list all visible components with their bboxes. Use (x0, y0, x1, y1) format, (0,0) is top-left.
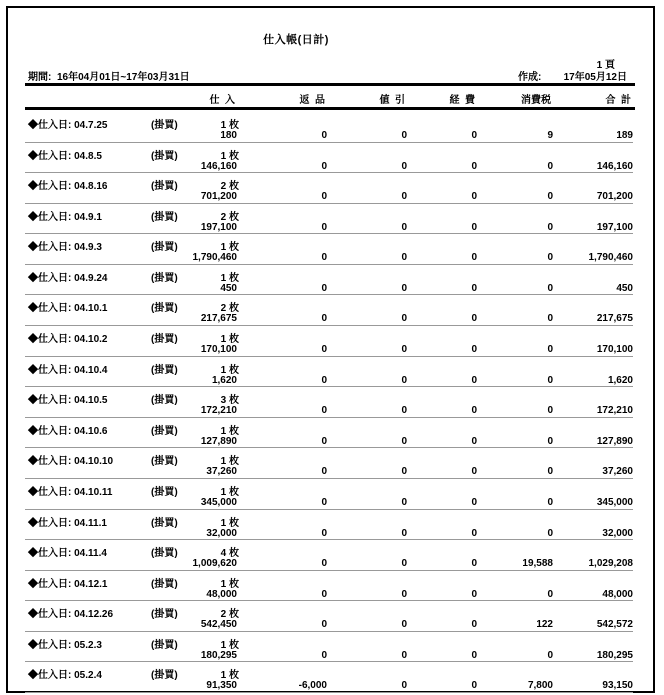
amount-purchase: 1,620 (211, 374, 237, 386)
row-date-label: ◆仕入日: 04.11.1 (28, 517, 107, 529)
sheet-count: 1 枚 (220, 456, 239, 468)
sheet-count: 1 枚 (220, 578, 239, 590)
table-header (25, 91, 633, 106)
column-header-expense: 経 費 (449, 95, 475, 106)
amount-returns: 0 (321, 558, 327, 570)
amount-discount: 0 (401, 588, 407, 600)
purchase-type-label: (掛買) (151, 639, 178, 651)
purchase-type-label: (掛買) (151, 242, 178, 254)
amount-expense: 0 (471, 558, 477, 570)
amount-purchase: 91,350 (206, 680, 237, 692)
row-amounts-line (25, 436, 633, 447)
table-row (25, 112, 633, 143)
sheet-count: 1 枚 (220, 242, 239, 254)
amount-total: 189 (616, 130, 633, 141)
amount-expense: 0 (471, 466, 477, 478)
amount-purchase: 197,100 (200, 221, 237, 233)
created-label: 作成: (518, 72, 542, 83)
amount-total: 450 (616, 282, 633, 294)
table-row (25, 479, 633, 510)
amount-tax: 7,800 (527, 680, 553, 692)
sheet-count: 2 枚 (220, 303, 239, 315)
table-rows (25, 112, 633, 693)
amount-total: 1,790,460 (588, 252, 633, 264)
row-header-line (25, 666, 633, 682)
amount-expense: 0 (471, 588, 477, 600)
column-header-tax: 消費税 (521, 95, 551, 106)
row-header-line (25, 238, 633, 254)
purchase-type-label: (掛買) (151, 548, 178, 560)
amount-total: 37,260 (602, 466, 633, 478)
amount-returns: 0 (321, 435, 327, 447)
table-row (25, 357, 633, 388)
amount-total: 1,620 (607, 374, 633, 386)
table-row (25, 601, 633, 632)
row-date-label: ◆仕入日: 04.10.10 (28, 456, 114, 468)
amount-discount: 0 (401, 313, 407, 325)
created-value: 17年05月12日 (563, 72, 627, 83)
amount-tax: 0 (547, 252, 553, 264)
amount-tax: 0 (547, 313, 553, 325)
amount-expense: 0 (471, 374, 477, 386)
amount-tax: 0 (547, 160, 553, 172)
purchase-type-label: (掛買) (151, 211, 178, 223)
purchase-type-label: (掛買) (151, 425, 178, 437)
table-row (25, 540, 633, 571)
purchase-type-label: (掛買) (151, 395, 178, 407)
amount-purchase: 1,009,620 (192, 558, 237, 570)
amount-discount: 0 (401, 680, 407, 692)
sheet-count: 1 枚 (220, 364, 239, 376)
amount-purchase: 170,100 (200, 344, 237, 356)
sheet-count: 4 枚 (220, 548, 239, 560)
amount-expense: 0 (471, 252, 477, 264)
amount-purchase: 172,210 (200, 405, 237, 417)
row-amounts-line (25, 283, 633, 294)
amount-total: 1,029,208 (588, 558, 633, 570)
row-amounts-line (25, 252, 633, 263)
amount-expense: 0 (471, 313, 477, 325)
row-header-line (25, 636, 633, 649)
amount-total: 127,890 (596, 435, 633, 447)
row-date-label: ◆仕入日: 04.9.24 (28, 272, 108, 284)
amount-expense: 0 (471, 496, 477, 508)
sheet-count: 1 枚 (220, 517, 239, 529)
row-date-label: ◆仕入日: 04.11.4 (28, 548, 107, 560)
row-amounts-line (25, 191, 633, 202)
row-header-line (25, 269, 633, 282)
row-header-line (25, 208, 633, 221)
amount-expense: 0 (471, 680, 477, 692)
amount-returns: 0 (321, 466, 327, 478)
amount-discount: 0 (401, 527, 407, 539)
amount-returns: 0 (321, 282, 327, 294)
amount-discount: 0 (401, 160, 407, 172)
purchase-type-label: (掛買) (151, 150, 178, 162)
sheet-count: 1 枚 (220, 150, 239, 162)
row-header-line (25, 147, 633, 160)
row-amounts-line (25, 497, 633, 508)
row-amounts-line (25, 528, 633, 539)
amount-returns: 0 (321, 160, 327, 172)
amount-total: 93,150 (602, 680, 633, 692)
purchase-type-label: (掛買) (151, 303, 178, 315)
amount-discount: 0 (401, 496, 407, 508)
sheet-count: 3 枚 (220, 395, 239, 407)
row-header-line (25, 575, 633, 588)
amount-returns: 0 (321, 649, 327, 661)
amount-discount: 0 (401, 282, 407, 294)
amount-purchase: 48,000 (206, 588, 237, 600)
table-row (25, 234, 633, 265)
purchase-type-label: (掛買) (151, 334, 178, 346)
row-amounts-line (25, 313, 633, 324)
amount-purchase: 345,000 (200, 496, 237, 508)
sheet-count: 2 枚 (220, 609, 239, 621)
amount-purchase: 127,890 (200, 435, 237, 447)
row-header-line (25, 330, 633, 346)
amount-returns: 0 (321, 374, 327, 386)
row-header-line (25, 116, 633, 129)
row-date-label: ◆仕入日: 04.10.1 (28, 303, 108, 315)
amount-total: 32,000 (602, 527, 633, 539)
amount-discount: 0 (401, 374, 407, 386)
amount-discount: 0 (401, 435, 407, 447)
amount-expense: 0 (471, 130, 477, 141)
amount-returns: 0 (321, 221, 327, 233)
row-header-line (25, 452, 633, 468)
row-date-label: ◆仕入日: 04.8.16 (28, 181, 108, 193)
purchase-type-label: (掛買) (151, 517, 178, 529)
amount-expense: 0 (471, 160, 477, 172)
table-row (25, 571, 633, 602)
amount-purchase: 180 (220, 130, 237, 141)
row-amounts-line (25, 405, 633, 416)
row-date-label: ◆仕入日: 04.7.25 (28, 120, 108, 131)
column-header-discount: 値 引 (379, 95, 405, 106)
row-amounts-line (25, 161, 633, 172)
row-header-line (25, 514, 633, 527)
row-amounts-line (25, 619, 633, 630)
amount-expense: 0 (471, 191, 477, 203)
table-row (25, 387, 633, 418)
amount-tax: 0 (547, 649, 553, 661)
amount-discount: 0 (401, 344, 407, 356)
amount-expense: 0 (471, 221, 477, 233)
amount-total: 701,200 (596, 191, 633, 203)
amount-returns: 0 (321, 496, 327, 508)
amount-total: 170,100 (596, 344, 633, 356)
page-number: 1 頁 (596, 60, 615, 71)
row-amounts-line (25, 375, 633, 386)
purchase-type-label: (掛買) (151, 578, 178, 590)
amount-returns: 0 (321, 191, 327, 203)
sheet-count: 1 枚 (220, 120, 239, 131)
period-value: 16年04月01日~17年03月31日 (57, 72, 190, 83)
amount-expense: 0 (471, 344, 477, 356)
amount-expense: 0 (471, 649, 477, 661)
sheet-count: 1 枚 (220, 425, 239, 437)
row-header-line (25, 177, 633, 193)
row-amounts-line (25, 222, 633, 233)
row-amounts-line (25, 466, 633, 477)
amount-returns: -6,000 (298, 680, 327, 692)
amount-purchase: 217,675 (200, 313, 237, 325)
amount-discount: 0 (401, 558, 407, 570)
table-row (25, 326, 633, 357)
amount-discount: 0 (401, 191, 407, 203)
amount-discount: 0 (401, 130, 407, 141)
sheet-count: 1 枚 (220, 272, 239, 284)
amount-purchase: 450 (220, 282, 237, 294)
amount-purchase: 1,790,460 (192, 252, 237, 264)
sheet-count: 1 枚 (220, 670, 239, 682)
top-rule (25, 83, 635, 86)
table-row (25, 295, 633, 326)
amount-returns: 0 (321, 405, 327, 417)
amount-tax: 0 (547, 405, 553, 417)
amount-total: 180,295 (596, 649, 633, 661)
purchase-type-label: (掛買) (151, 272, 178, 284)
amount-purchase: 32,000 (206, 527, 237, 539)
amount-expense: 0 (471, 527, 477, 539)
row-date-label: ◆仕入日: 04.9.3 (28, 242, 102, 254)
amount-expense: 0 (471, 405, 477, 417)
amount-total: 542,572 (596, 619, 633, 631)
row-header-line (25, 544, 633, 560)
amount-discount: 0 (401, 619, 407, 631)
amount-tax: 0 (547, 282, 553, 294)
amount-tax: 0 (547, 435, 553, 447)
amount-expense: 0 (471, 282, 477, 294)
amount-tax: 0 (547, 221, 553, 233)
row-date-label: ◆仕入日: 05.2.4 (28, 670, 102, 682)
amount-discount: 0 (401, 649, 407, 661)
purchase-type-label: (掛買) (151, 609, 178, 621)
row-date-label: ◆仕入日: 04.8.5 (28, 150, 102, 162)
column-header-purchase: 仕 入 (209, 95, 235, 106)
table-row (25, 173, 633, 204)
amount-total: 172,210 (596, 405, 633, 417)
amount-tax: 19,588 (522, 558, 553, 570)
amount-discount: 0 (401, 466, 407, 478)
report-title: 仕入帳(日計) (263, 34, 329, 46)
amount-returns: 0 (321, 252, 327, 264)
amount-tax: 9 (547, 130, 553, 141)
purchase-type-label: (掛買) (151, 670, 178, 682)
row-header-line (25, 483, 633, 496)
amount-total: 146,160 (596, 160, 633, 172)
amount-returns: 0 (321, 130, 327, 141)
table-row (25, 143, 633, 174)
purchase-type-label: (掛買) (151, 456, 178, 468)
row-amounts-line (25, 680, 633, 691)
row-header-line (25, 361, 633, 374)
amount-purchase: 37,260 (206, 466, 237, 478)
row-amounts-line (25, 130, 633, 141)
row-date-label: ◆仕入日: 04.12.26 (28, 609, 114, 621)
amount-tax: 0 (547, 496, 553, 508)
table-row (25, 662, 633, 693)
amount-total: 197,100 (596, 221, 633, 233)
row-date-label: ◆仕入日: 04.10.5 (28, 395, 108, 407)
sheet-count: 1 枚 (220, 334, 239, 346)
header-rule (25, 107, 635, 110)
amount-tax: 0 (547, 191, 553, 203)
row-date-label: ◆仕入日: 04.12.1 (28, 578, 108, 590)
row-amounts-line (25, 650, 633, 661)
row-amounts-line (25, 589, 633, 600)
purchase-type-label: (掛買) (151, 364, 178, 376)
table-row (25, 418, 633, 449)
row-header-line (25, 422, 633, 435)
amount-discount: 0 (401, 252, 407, 264)
row-header-line (25, 605, 633, 621)
period-label: 期間: (28, 72, 52, 83)
amount-discount: 0 (401, 221, 407, 233)
row-date-label: ◆仕入日: 05.2.3 (28, 639, 102, 651)
table-row (25, 632, 633, 663)
table-row (25, 204, 633, 235)
amount-total: 48,000 (602, 588, 633, 600)
amount-total: 345,000 (596, 496, 633, 508)
amount-purchase: 701,200 (200, 191, 237, 203)
sheet-count: 2 枚 (220, 181, 239, 193)
amount-tax: 0 (547, 527, 553, 539)
row-header-line (25, 299, 633, 315)
amount-purchase: 146,160 (200, 160, 237, 172)
sheet-count: 1 枚 (220, 639, 239, 651)
table-row (25, 265, 633, 296)
amount-returns: 0 (321, 527, 327, 539)
row-amounts-line (25, 558, 633, 569)
amount-purchase: 180,295 (200, 649, 237, 661)
amount-tax: 0 (547, 588, 553, 600)
row-date-label: ◆仕入日: 04.10.4 (28, 364, 108, 376)
amount-returns: 0 (321, 619, 327, 631)
amount-purchase: 542,450 (200, 619, 237, 631)
amount-tax: 122 (536, 619, 553, 631)
row-date-label: ◆仕入日: 04.10.2 (28, 334, 108, 346)
table-row (25, 448, 633, 479)
row-date-label: ◆仕入日: 04.10.6 (28, 425, 108, 437)
purchase-type-label: (掛買) (151, 486, 178, 498)
amount-returns: 0 (321, 588, 327, 600)
column-header-returns: 返 品 (299, 95, 325, 106)
sheet-count: 2 枚 (220, 211, 239, 223)
row-date-label: ◆仕入日: 04.9.1 (28, 211, 102, 223)
amount-discount: 0 (401, 405, 407, 417)
table-row (25, 510, 633, 541)
amount-expense: 0 (471, 619, 477, 631)
row-date-label: ◆仕入日: 04.10.11 (28, 486, 113, 498)
amount-tax: 0 (547, 466, 553, 478)
row-header-line (25, 391, 633, 407)
purchase-type-label: (掛買) (151, 181, 178, 193)
amount-returns: 0 (321, 313, 327, 325)
amount-returns: 0 (321, 344, 327, 356)
amount-tax: 0 (547, 374, 553, 386)
column-header-total: 合 計 (605, 95, 631, 106)
amount-expense: 0 (471, 435, 477, 447)
row-amounts-line (25, 344, 633, 355)
sheet-count: 1 枚 (220, 486, 239, 498)
amount-total: 217,675 (596, 313, 633, 325)
purchase-type-label: (掛買) (151, 120, 178, 131)
amount-tax: 0 (547, 344, 553, 356)
